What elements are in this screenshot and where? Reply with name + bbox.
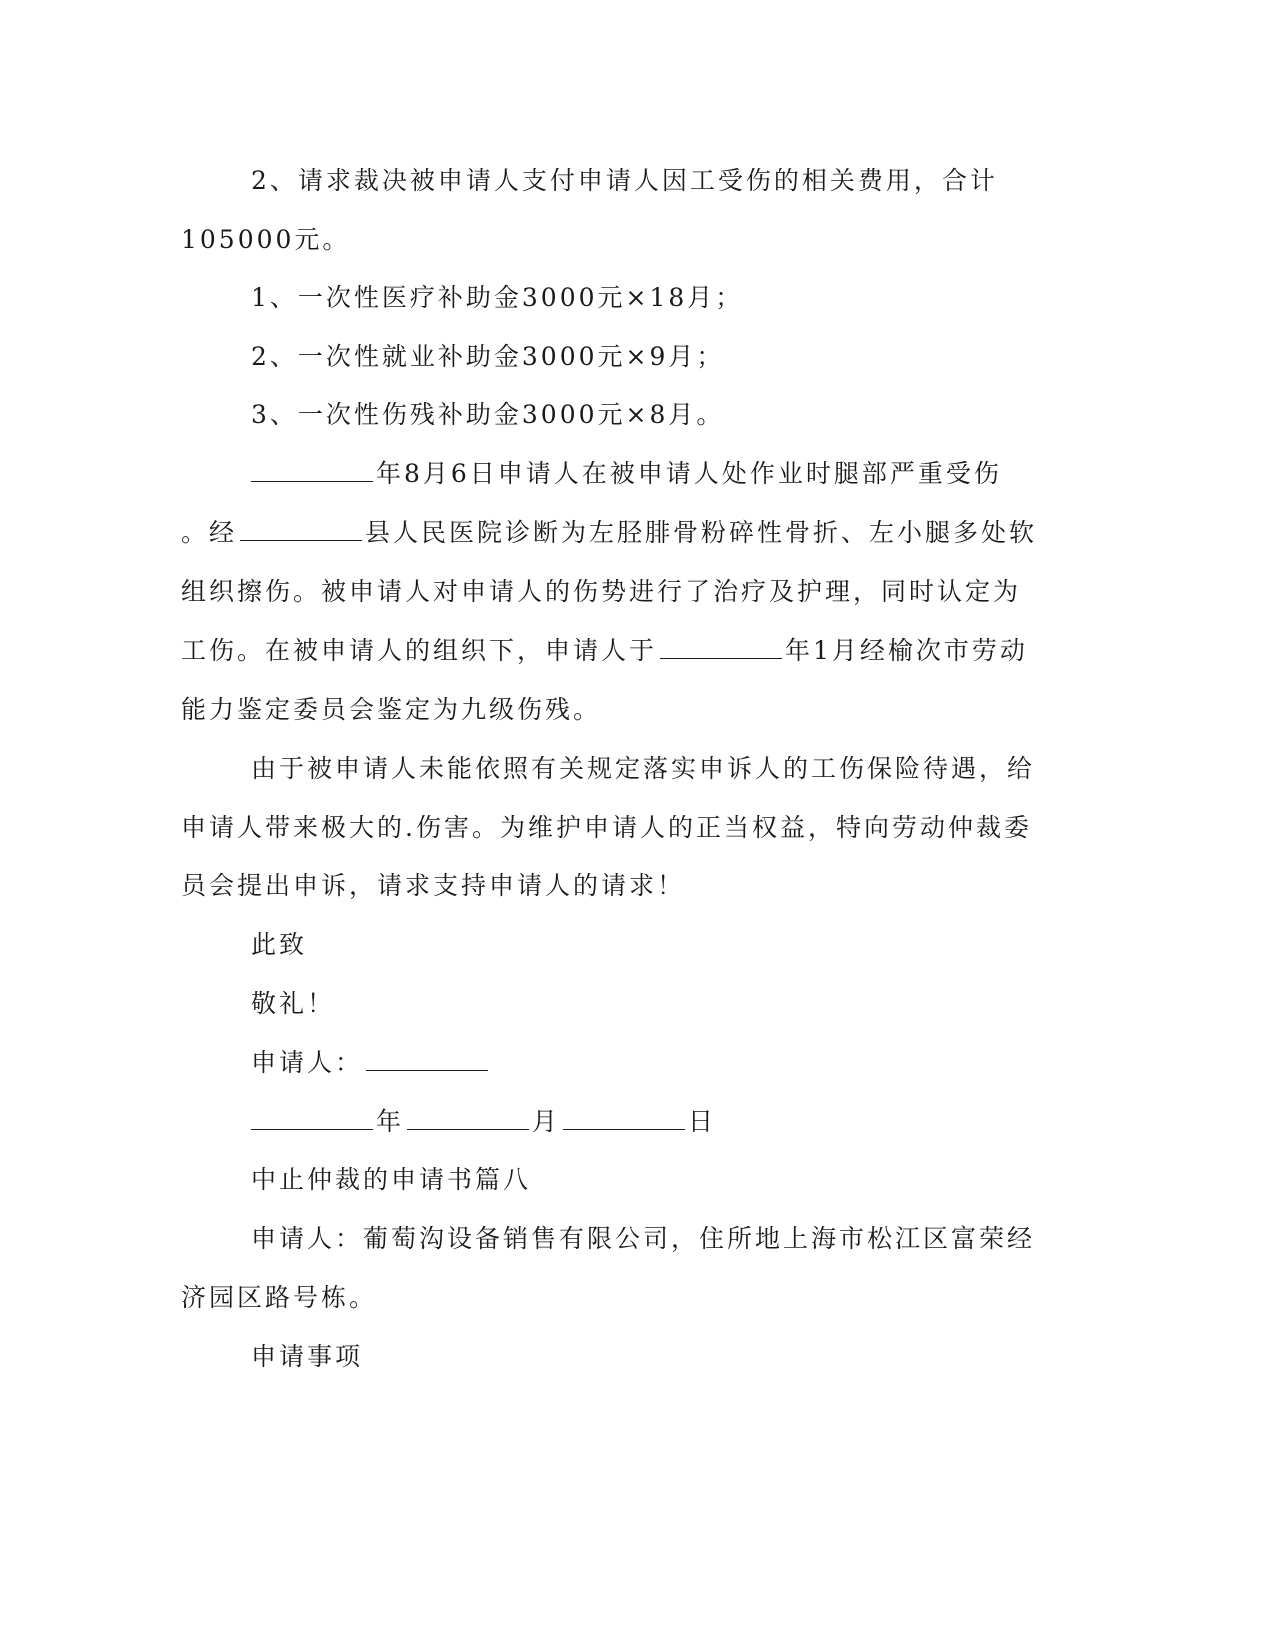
paragraph-line <box>251 458 1002 490</box>
text: 月 <box>532 1107 561 1136</box>
fill-blank <box>240 518 362 541</box>
paragraph-line <box>181 812 1032 844</box>
text: 年1月经榆次市劳动 <box>785 636 1028 665</box>
text: 2、一次性就业补助金3000元×9月； <box>251 342 725 371</box>
text: 中止仲裁的申请书篇八 <box>251 1165 532 1194</box>
paragraph-line <box>251 165 998 197</box>
signature-line <box>251 1047 491 1079</box>
paragraph-line <box>181 1282 377 1314</box>
text: 济园区路号栋。 <box>181 1283 378 1312</box>
paragraph-line <box>181 694 601 726</box>
list-item <box>251 282 743 314</box>
paragraph-line <box>181 635 1028 667</box>
paragraph-line <box>181 224 350 256</box>
paragraph-line <box>181 870 685 902</box>
fill-blank <box>251 1107 373 1130</box>
text: 申请人： <box>251 1048 364 1077</box>
text: 能力鉴定委员会鉴定为九级伤残。 <box>181 695 602 724</box>
text: 由于被申请人未能依照有关规定落实申诉人的工伤保险待遇，给 <box>251 754 1036 783</box>
text: 组织擦伤。被申请人对申请人的伤势进行了治疗及护理，同时认定为 <box>181 577 1022 606</box>
list-item <box>251 341 724 373</box>
text: 105000元。 <box>181 225 351 254</box>
text: 年8月6日申请人在被申请人处作业时腿部严重受伤 <box>376 459 1002 488</box>
paragraph-line <box>181 576 1021 608</box>
list-item <box>251 399 724 431</box>
paragraph-line <box>181 517 1037 549</box>
text: 此致 <box>251 930 308 959</box>
fill-blank <box>366 1048 488 1071</box>
fill-blank <box>563 1107 685 1130</box>
text: 1、一次性医疗补助金3000元×18月； <box>251 283 744 312</box>
text: 敬礼！ <box>251 989 336 1018</box>
text: 县人民医院诊断为左胫腓骨粉碎性骨折、左小腿多处软 <box>365 518 1038 547</box>
text: 年 <box>376 1107 405 1136</box>
section-heading <box>251 1164 531 1196</box>
text: 申请人带来极大的.伤害。为维护申请人的正当权益，特向劳动仲裁委 <box>181 813 1032 842</box>
text: 。经 <box>181 518 238 547</box>
fill-blank <box>407 1107 529 1130</box>
date-line <box>251 1106 716 1138</box>
text: 申请人：葡萄沟设备销售有限公司，住所地上海市松江区富荣经 <box>251 1224 1036 1253</box>
fill-blank <box>660 636 782 659</box>
fill-blank <box>251 459 373 482</box>
text: 日 <box>688 1107 717 1136</box>
text: 3、一次性伤残补助金3000元×8月。 <box>251 400 725 429</box>
paragraph-line <box>251 753 1035 785</box>
closing-line <box>251 988 335 1020</box>
text: 申请事项 <box>251 1342 364 1371</box>
closing-line <box>251 929 307 961</box>
section-heading <box>251 1341 363 1373</box>
text: 工伤。在被申请人的组织下，申请人于 <box>181 636 658 665</box>
text: 员会提出申诉，请求支持申请人的请求！ <box>181 871 686 900</box>
paragraph-line <box>251 1223 1035 1255</box>
text: 2、请求裁决被申请人支付申请人因工受伤的相关费用，合计 <box>251 166 998 195</box>
